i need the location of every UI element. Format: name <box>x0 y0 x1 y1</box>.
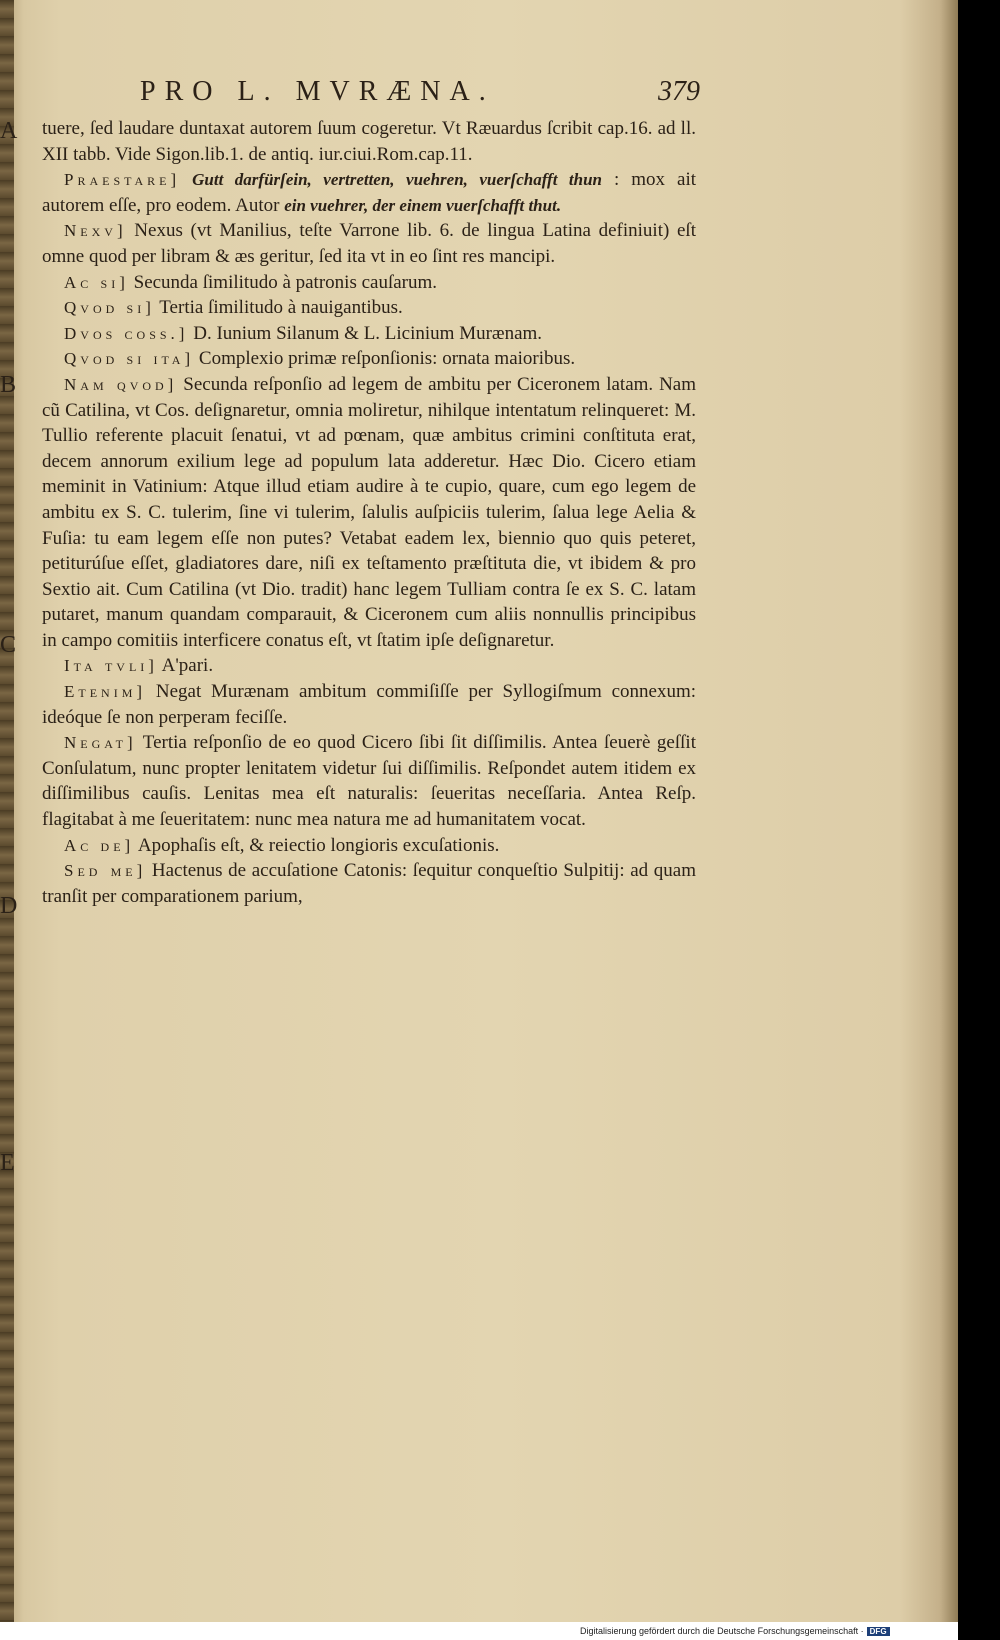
lemma: Dvos coss.] <box>64 323 189 343</box>
lemma: Sed me] <box>64 861 147 881</box>
lemma: Ac si] <box>64 272 129 292</box>
paragraph-text: D. Iunium Silanum & L. Licinium Murænam. <box>193 322 543 344</box>
german-gloss: ein vuehrer, der einem vuerſchafft thut. <box>284 195 562 215</box>
paragraph <box>42 167 696 218</box>
paragraph-text: tuere, ſed laudare duntaxat autorem ſuum cogeretur. Vt Ræuardus ſcribit cap.16. ad ll. XII tabb. Vide Sigon.lib.1. de antiq. iur.ciui.Rom.cap.11. <box>42 118 696 165</box>
paragraph-text: Apophaſis eſt, & reiectio longioris excuſationis. <box>137 834 500 856</box>
paragraph-text: Secunda ſimilitudo à patronis cauſarum. <box>133 271 438 293</box>
paragraph <box>42 295 696 321</box>
lemma: Nexv] <box>64 221 127 241</box>
margin-letter-e: E <box>0 1150 15 1176</box>
paragraph-text: : mox ait autorem eſſe, pro eodem. Autor <box>42 169 697 216</box>
paragraph <box>42 858 696 909</box>
page-number: 379 <box>658 76 700 107</box>
commentary-text <box>42 116 696 909</box>
lemma: Qvod si] <box>64 298 155 318</box>
lemma: Praestare] <box>64 170 181 190</box>
credit-text: Digitalisierung gefördert durch die Deutsche Forschungsgemeinschaft · <box>580 1626 864 1636</box>
paragraph-text: A'pari. <box>161 655 214 677</box>
paragraph <box>42 679 696 730</box>
paragraph-text: Hactenus de accuſatione Catonis: ſequitur conqueſtio Sulpitij: ad quam tranſit per comparationem parium, <box>42 860 696 907</box>
margin-letter-a: A <box>0 118 18 144</box>
paragraph <box>42 270 696 296</box>
paragraph <box>42 730 696 832</box>
dfg-logo: DFG <box>867 1627 890 1636</box>
lemma: Ita tvli] <box>64 656 158 676</box>
scan-border <box>958 0 1000 1640</box>
paragraph-text: Tertia ſimilitudo à nauigantibus. <box>159 297 403 319</box>
paragraph <box>42 833 696 859</box>
paragraph <box>42 218 696 269</box>
footer-credit <box>580 1626 890 1636</box>
paragraph-text: Secunda reſponſio ad legem de ambitu per Ciceronem latam. Nam cũ Catilina, vt Cos. deſignaretur, omnia moliretur, nihilque intentatum relinqueret: M. Tullio referente placuit ſenatui, vt ad pœnam, quæ ambitus crimini conſtituta erat, decem annorum exilium lege ad populum lata adderetur. Hæc Dio. Cicero etiam meminit in Vatinium: Atque illud etiam audire à te cupio, quare, cum ego legem de ambitu ex S. C. tulerim, ſine vi tulerim, ſalulis auſpiciis tulerim, ſalua lege Aelia & Fuſia: tu eam legem eſſe non putes? Vetabat eadem lex, biennio quo quis peteret, petiturúſue eſſet, gladiatores dare, niſi ex teſtamento præſtituta die, vt ibidem & pro Sextio ait. Cum Catilina (vt Dio. tradit) hanc legem Tulliam contra ſe ex S. C. latam putaret, manum quandam comparauit, & Ciceronem cum aliis nonnullis principibus in campo comitiis interficere conatus eſt, vt ſtatim ipſe deſignaretur. <box>42 373 697 651</box>
margin-letter-c: C <box>0 632 17 658</box>
paragraph <box>42 372 696 654</box>
running-head-title: PRO L. MVRÆNA. <box>140 76 495 107</box>
paragraph <box>42 321 696 347</box>
margin-letter-d: D <box>0 893 18 919</box>
paragraph <box>42 346 696 372</box>
margin-letter-b: B <box>0 372 17 398</box>
lemma: Ac de] <box>64 835 135 855</box>
lemma: Qvod si ita] <box>64 349 195 369</box>
german-gloss: Gutt darfürſein, vertretten, vuehren, vuerſchafft thun <box>192 170 603 190</box>
paragraph-text: Nexus (vt Manilius, teſte Varrone lib. 6. de lingua Latina definiuit) eſt omne quod per libram & æs geritur, ſed ita vt in eo ſint res mancipi. <box>42 220 696 267</box>
lemma: Etenim] <box>64 682 147 702</box>
paragraph-text: Tertia reſponſio de eo quod Cicero ſibi ſit diſſimilis. Antea ſeuerè geſſit Conſulatum, nunc propter lenitatem videtur ſui diſſimilis. Reſpondet autem itidem ex diſſimilibus cauſis. Lenitas mea eſt naturalis: ſeueritas neceſſaria. Antea Reſp. flagitabat à me ſeueritatem: nunc mea natura me ad humanitatem vocat. <box>42 732 696 831</box>
lemma: Nam qvod] <box>64 374 178 394</box>
paragraph <box>42 653 696 679</box>
book-binding-edge <box>0 0 17 1622</box>
paragraph <box>42 116 696 167</box>
lemma: Negat] <box>64 733 137 753</box>
paragraph-text: Complexio primæ reſponſionis: ornata maioribus. <box>198 348 576 370</box>
paragraph-text: Negat Murænam ambitum commiſiſſe per Syllogiſmum connexum: ideóque ſe non perperam feciſſe. <box>42 681 696 728</box>
running-head <box>140 76 700 120</box>
